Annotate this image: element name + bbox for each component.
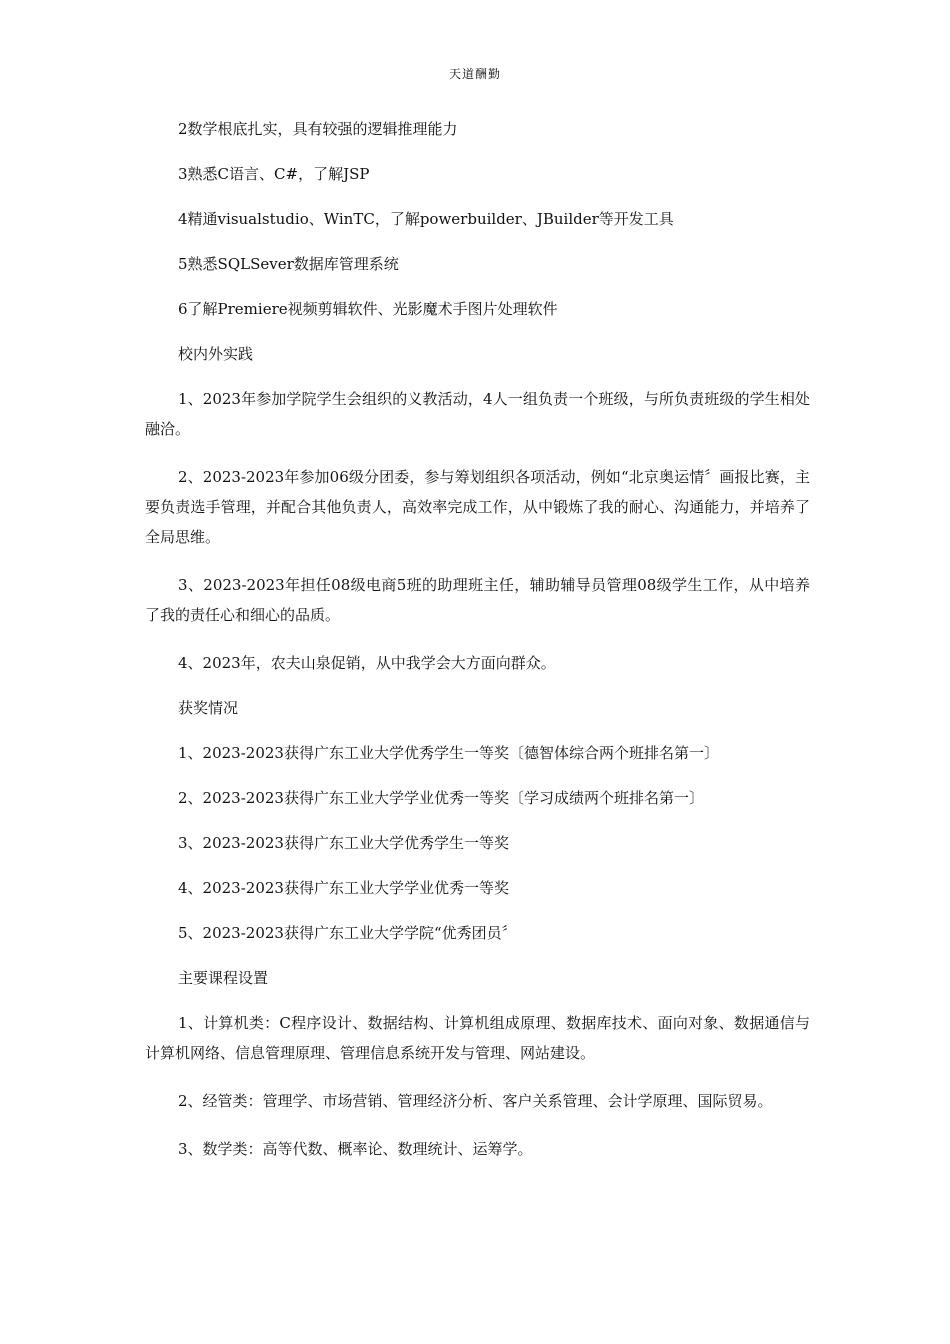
section-heading-practice: 校内外实践 — [178, 345, 254, 363]
skill-item: 3熟悉C语言、C#，了解JSP — [178, 165, 370, 183]
course-item: 3、数学类：高等代数、概率论、数理统计、运筹学。 — [178, 1140, 533, 1158]
course-item: 2、经管类：管理学、市场营销、管理经济分析、客户关系管理、会计学原理、国际贸易。 — [178, 1092, 773, 1110]
award-item: 1、2023-2023获得广东工业大学优秀学生一等奖〔德智体综合两个班排名第一〕 — [178, 744, 719, 762]
award-item: 3、2023-2023获得广东工业大学优秀学生一等奖 — [178, 834, 509, 852]
practice-item: 4、2023年，农夫山泉促销，从中我学会大方面向群众。 — [178, 654, 556, 672]
section-heading-awards: 获奖情况 — [178, 699, 239, 717]
award-item: 2、2023-2023获得广东工业大学学业优秀一等奖〔学习成绩两个班排名第一〕 — [178, 789, 704, 807]
page-header: 天道酬勤 — [448, 67, 501, 81]
award-item: 5、2023-2023获得广东工业大学学院“优秀团员〞 — [178, 924, 517, 942]
skill-item: 2数学根底扎实，具有较强的逻辑推理能力 — [178, 120, 458, 138]
practice-item: 2、2023-2023年参加06级分团委，参与筹划组织各项活动，例如“北京奥运情〞画报比赛，主要负责选手管理，并配合其他负责人，高效率完成工作，从中锻炼了我的耐心、沟通能力，并培养了全局思维。 — [145, 468, 810, 546]
skill-item: 6了解Premiere视频剪辑软件、光影魔术手图片处理软件 — [178, 300, 558, 318]
skill-item: 5熟悉SQLSever数据库管理系统 — [178, 255, 399, 273]
document-body — [145, 114, 810, 1179]
practice-item: 3、2023-2023年担任08级电商5班的助理班主任，辅助辅导员管理08级学生工作，从中培养了我的责任心和细心的品质。 — [145, 576, 810, 624]
course-item: 1、计算机类：C程序设计、数据结构、计算机组成原理、数据库技术、面向对象、数据通信与计算机网络、信息管理原理、管理信息系统开发与管理、网站建设。 — [145, 1014, 810, 1062]
award-item: 4、2023-2023获得广东工业大学学业优秀一等奖 — [178, 879, 509, 897]
skill-item: 4精通visualstudio、WinTC，了解powerbuilder、JBuilder等开发工具 — [178, 210, 674, 228]
practice-item: 1、2023年参加学院学生会组织的义教活动，4人一组负责一个班级，与所负责班级的学生相处融洽。 — [145, 390, 810, 438]
section-heading-courses: 主要课程设置 — [178, 969, 269, 987]
